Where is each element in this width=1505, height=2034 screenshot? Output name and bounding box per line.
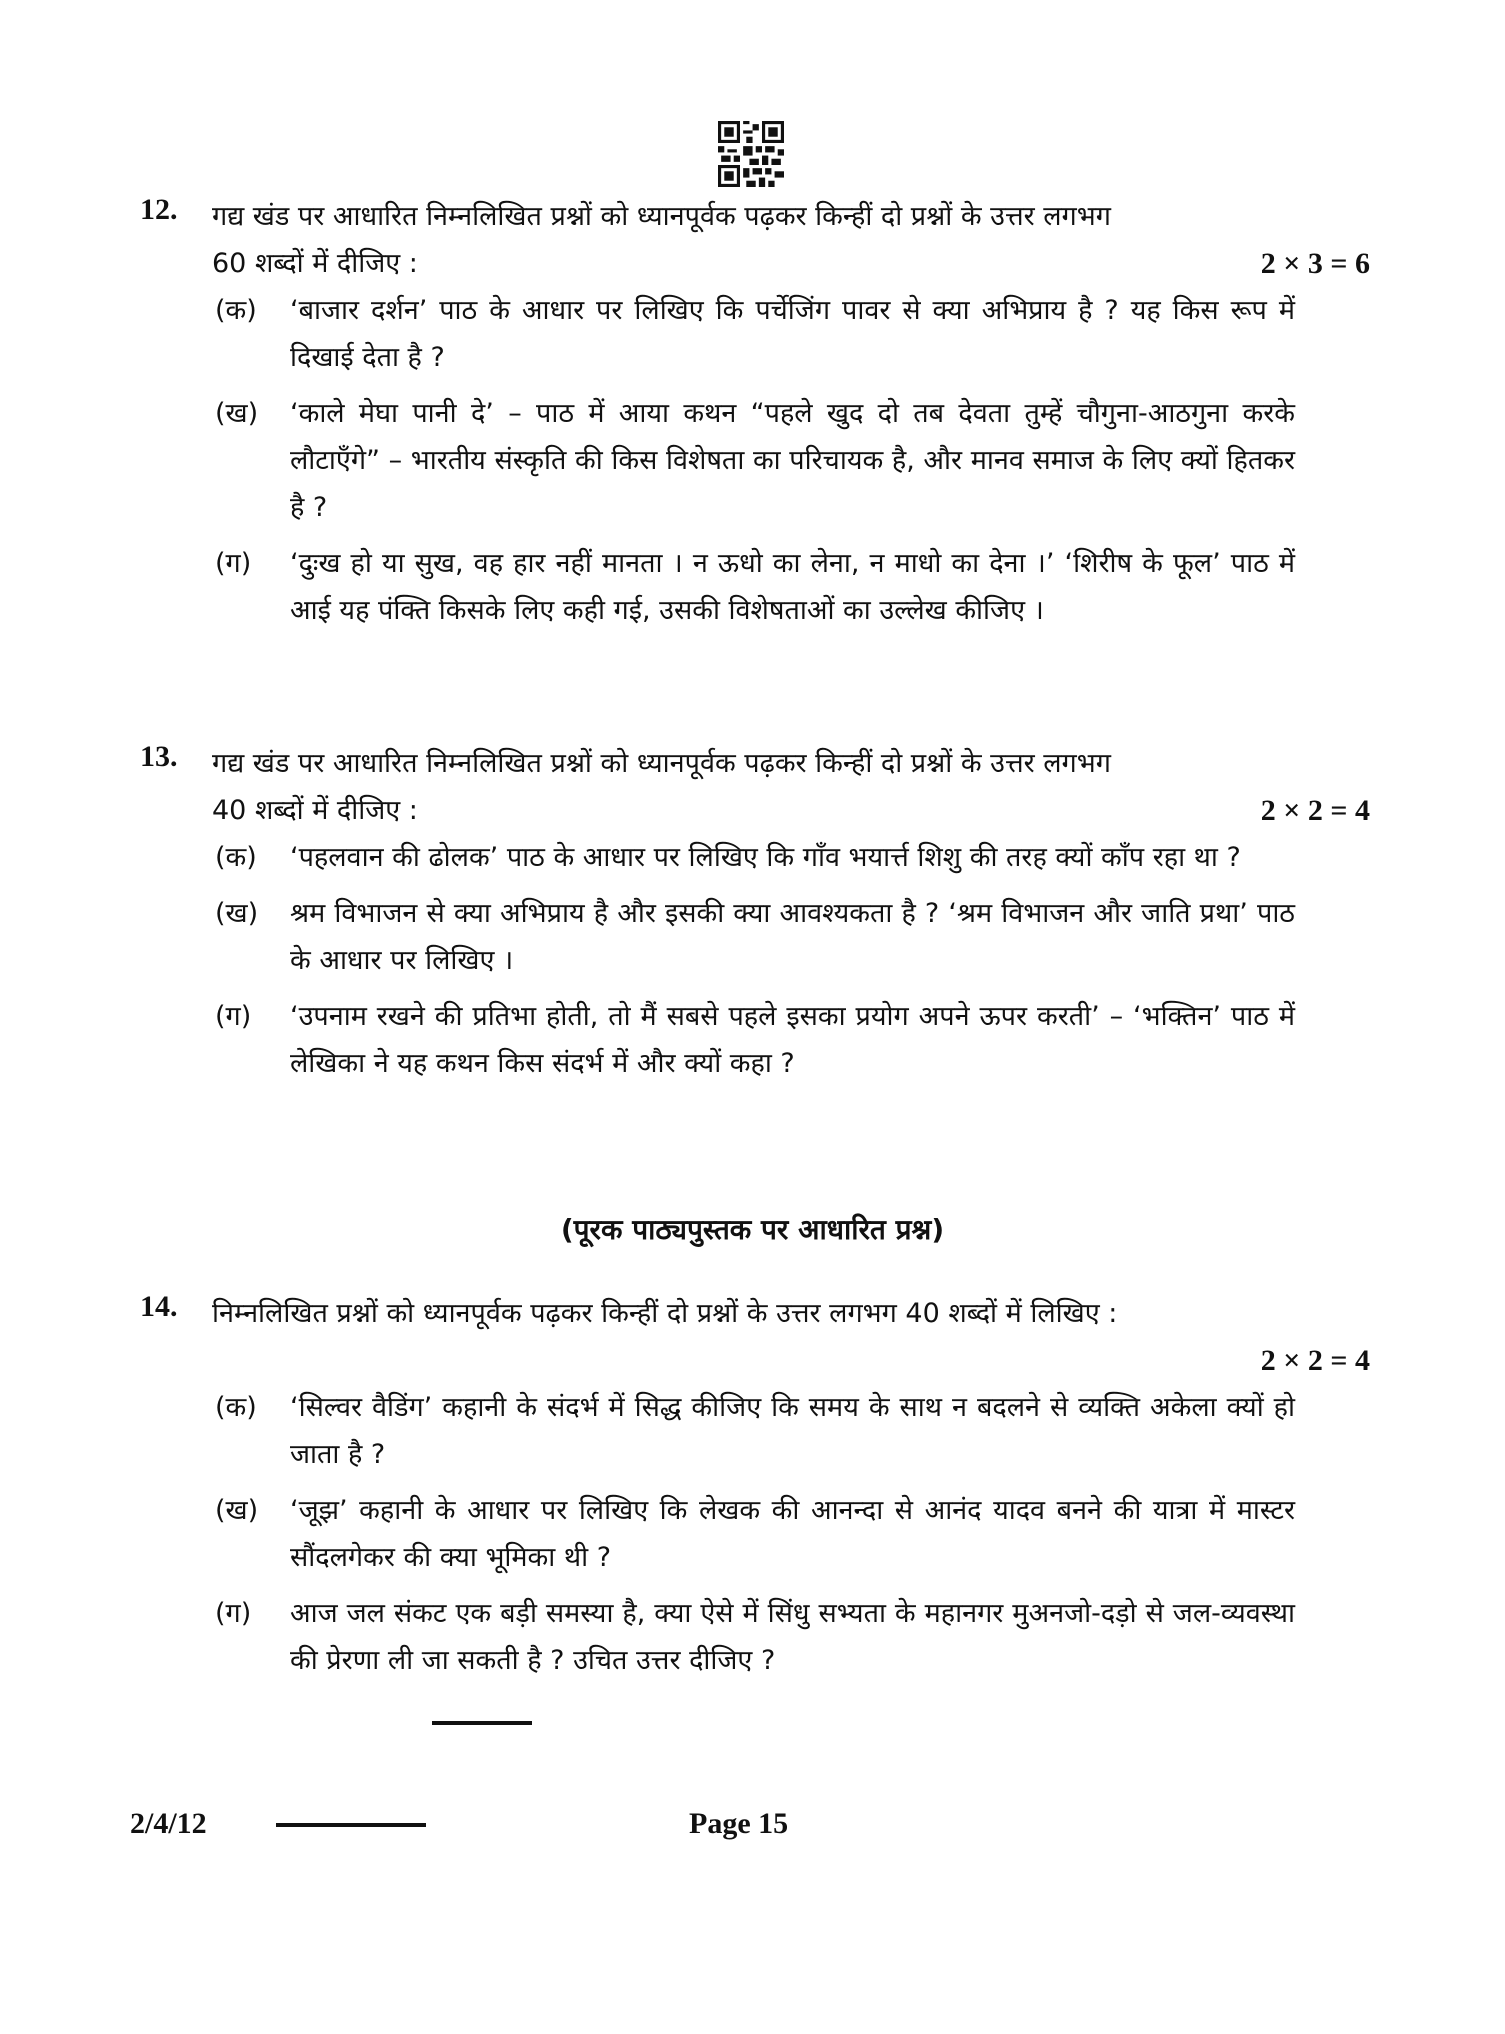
paper-code: 2/4/12 (130, 1807, 207, 1840)
question-number: 14. (140, 1290, 178, 1323)
end-of-section-divider (432, 1721, 532, 1725)
sub-question-text: आज जल संकट एक बड़ी समस्या है, क्या ऐसे में सिंधु सभ्यता के महानगर मुअनजो-दड़ो से जल-व्यवस्था की प्रेरणा ली जा सकती है ? उचित उत्तर दीजिए ? (290, 1598, 1295, 1676)
sub-question-label: (क) (215, 1392, 257, 1423)
sub-question-text: ‘पहलवान की ढोलक’ पाठ के आधार पर लिखिए कि गाँव भयार्त्त शिशु की तरह क्यों काँप रहा था ? (290, 842, 1241, 873)
sub-question (215, 1487, 1295, 1581)
question-number: 13. (140, 740, 178, 773)
sub-question-text: ‘जूझ’ कहानी के आधार पर लिखिए कि लेखक की आनन्दा से आनंद यादव बनने की यात्रा में मास्टर सौंदलगेकर की क्या भूमिका थी ? (290, 1495, 1295, 1573)
sub-question-label: (ग) (215, 548, 252, 579)
page-number: Page 15 (689, 1807, 789, 1840)
instruction-line: 40 शब्दों में दीजिए : (212, 795, 418, 826)
question-instruction (212, 193, 1370, 287)
instruction-line: निम्नलिखित प्रश्नों को ध्यानपूर्वक पढ़कर किन्हीं दो प्रश्नों के उत्तर लगभग 40 शब्दों में लिखिए : (212, 1298, 1118, 1329)
section-heading: (पूरक पाठ्यपुस्तक पर आधारित प्रश्न) (560, 1213, 945, 1246)
sub-question-label: (ग) (215, 1598, 252, 1629)
sub-question-label: (क) (215, 842, 257, 873)
qr-code-icon (718, 121, 784, 187)
question-instruction (212, 1290, 1370, 1384)
sub-question-text: ‘उपनाम रखने की प्रतिभा होती, तो मैं सबसे पहले इसका प्रयोग अपने ऊपर करती’ – ‘भक्तिन’ पाठ में लेखिका ने यह कथन किस संदर्भ में और क्यों कहा ? (290, 1001, 1295, 1079)
marks: 2 × 3 = 6 (1260, 247, 1370, 280)
question-number: 12. (140, 193, 178, 226)
instruction-line: 60 शब्दों में दीजिए : (212, 248, 418, 279)
marks: 2 × 2 = 4 (1260, 794, 1370, 827)
sub-question-text: श्रम विभाजन से क्या अभिप्राय है और इसकी क्या आवश्यकता है ? ‘श्रम विभाजन और जाति प्रथा’ पाठ के आधार पर लिखिए । (290, 898, 1295, 976)
sub-question-text: ‘बाजार दर्शन’ पाठ के आधार पर लिखिए कि पर्चेजिंग पावर से क्या अभिप्राय है ? यह किस रूप में दिखाई देता है ? (290, 295, 1295, 373)
sub-question (215, 1384, 1295, 1478)
question-12 (140, 193, 1370, 634)
sub-question (215, 390, 1295, 531)
question-14 (140, 1290, 1370, 1684)
sub-question-text: ‘सिल्वर वैडिंग’ कहानी के संदर्भ में सिद्ध कीजिए कि समय के साथ न बदलने से व्यक्ति अकेला क्यों हो जाता है ? (290, 1392, 1295, 1470)
sub-question-label: (ख) (215, 898, 259, 929)
sub-question (215, 890, 1295, 984)
sub-question (215, 540, 1295, 634)
sub-question-text: ‘दुःख हो या सुख, वह हार नहीं मानता । न ऊधो का लेना, न माधो का देना ।’ ‘शिरीष के फूल’ पाठ में आई यह पंक्ति किसके लिए कही गई, उसकी विशेषताओं का उल्लेख कीजिए । (290, 548, 1295, 626)
instruction-line: गद्य खंड पर आधारित निम्नलिखित प्रश्नों को ध्यानपूर्वक पढ़कर किन्हीं दो प्रश्नों के उत्तर लगभग (212, 201, 1111, 232)
instruction-line: गद्य खंड पर आधारित निम्नलिखित प्रश्नों को ध्यानपूर्वक पढ़कर किन्हीं दो प्रश्नों के उत्तर लगभग (212, 748, 1111, 779)
question-13 (140, 740, 1370, 1087)
footer-divider (276, 1823, 426, 1827)
sub-question-label: (क) (215, 295, 257, 326)
sub-question (215, 993, 1295, 1087)
sub-question-label: (ग) (215, 1001, 252, 1032)
question-instruction (212, 740, 1370, 834)
sub-question (215, 1590, 1295, 1684)
sub-question (215, 287, 1295, 381)
sub-question (215, 834, 1295, 881)
marks: 2 × 2 = 4 (1260, 1344, 1370, 1377)
sub-question-label: (ख) (215, 398, 259, 429)
sub-question-text: ‘काले मेघा पानी दे’ – पाठ में आया कथन “पहले खुद दो तब देवता तुम्हें चौगुना-आठगुना करके लौटाएँगे” – भारतीय संस्कृति की किस विशेषता का परिचायक है, और मानव समाज के लिए क्यों हितकर है ? (290, 398, 1295, 523)
sub-question-label: (ख) (215, 1495, 259, 1526)
